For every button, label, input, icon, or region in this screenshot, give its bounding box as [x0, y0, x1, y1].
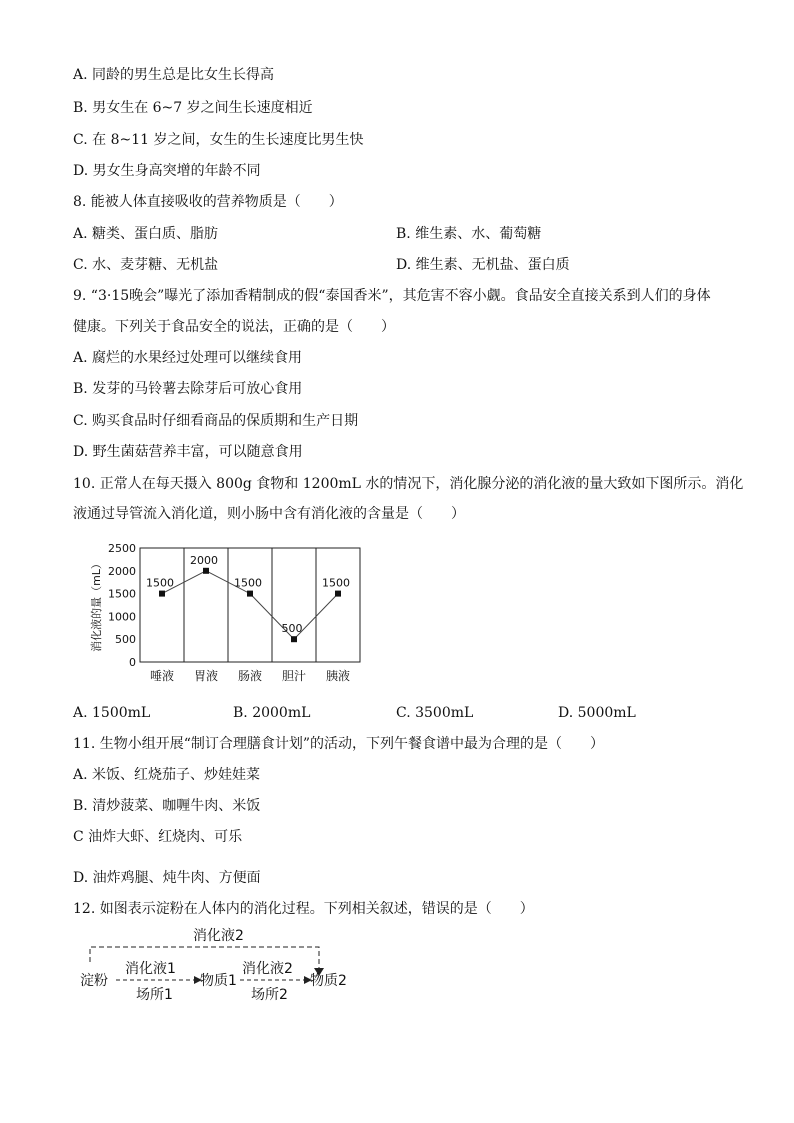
- x-tick-label: 胰液: [325, 669, 351, 683]
- chart-y-axis-label: [89, 558, 103, 652]
- q10-stem-line1: 10. 正常人在每天摄入 800g 食物和 1200mL 水的情况下，消化腺分泌的消化液的量大致如下图所示。消化: [73, 476, 744, 492]
- q11-option-c: C 油炸大虾、红烧肉、可乐: [73, 829, 243, 845]
- starch-digestion-diagram: [76, 920, 376, 1010]
- x-tick-label: 肠液: [237, 669, 263, 683]
- diagram-mid: 物质1: [200, 973, 237, 989]
- data-label: 500: [281, 622, 303, 636]
- diagram-start: 淀粉: [80, 973, 108, 989]
- q12-stem: 12. 如图表示淀粉在人体内的消化过程。下列相关叙述，错误的是（ ）: [73, 901, 534, 917]
- q7-option-d: D. 男女生身高突增的年龄不同: [73, 163, 261, 179]
- data-label: 2000: [190, 553, 218, 567]
- x-tick-label: 胃液: [193, 669, 219, 683]
- data-point: [247, 591, 253, 597]
- digestive-juice-chart: [84, 540, 374, 690]
- q10-option-b: B. 2000mL: [233, 705, 311, 721]
- q11-option-d: D. 油炸鸡腿、炖牛肉、方便面: [73, 870, 261, 886]
- q11-stem: 11. 生物小组开展“制订合理膳食计划”的活动，下列午餐食谱中最为合理的是（ ）: [73, 736, 605, 752]
- y-tick-label: 0: [129, 656, 136, 669]
- q9-option-d: D. 野生菌菇营养丰富，可以随意食用: [73, 444, 303, 460]
- diagram-enzyme1: 消化液1: [125, 961, 176, 977]
- q9-option-b: B. 发芽的马铃薯去除芽后可放心食用: [73, 381, 303, 397]
- q8-option-d: D. 维生素、无机盐、蛋白质: [396, 257, 570, 273]
- data-label: 1500: [234, 576, 262, 590]
- diagram-site1: 场所1: [136, 987, 173, 1003]
- q11-option-b: B. 清炒菠菜、咖喱牛肉、米饭: [73, 798, 261, 814]
- data-point: [159, 591, 165, 597]
- q8-option-a: A. 糖类、蛋白质、脂肪: [73, 226, 219, 242]
- q9-option-a: A. 腐烂的水果经过处理可以继续食用: [73, 350, 303, 366]
- data-point: [203, 568, 209, 574]
- data-point: [291, 636, 297, 642]
- chart-y-ticks: [108, 542, 136, 669]
- q9-option-c: C. 购买食品时仔细看商品的保质期和生产日期: [73, 413, 359, 429]
- q11-option-a: A. 米饭、红烧茄子、炒娃娃菜: [73, 767, 261, 783]
- svg-text:消化液的量（mL）: 消化液的量（mL）: [90, 558, 103, 652]
- q9-stem-line1: 9. “3·15晚会”曝光了添加香精制成的假“泰国香米”，其危害不容小觑。食品安全直接关系到人们的身体: [73, 288, 711, 304]
- chart-series: [146, 554, 350, 642]
- chart-x-ticks: [150, 668, 350, 683]
- y-tick-label: 2000: [108, 564, 136, 578]
- y-tick-label: 1000: [108, 610, 136, 624]
- data-label: 1500: [322, 576, 350, 590]
- q10-option-d: D. 5000mL: [558, 705, 636, 721]
- diagram-site2: 场所2: [251, 987, 288, 1003]
- x-tick-label: 胆汁: [281, 669, 307, 683]
- data-point: [335, 591, 341, 597]
- q8-option-c: C. 水、麦芽糖、无机盐: [73, 257, 219, 273]
- y-tick-label: 500: [115, 633, 136, 647]
- q7-option-a: A. 同龄的男生总是比女生长得高: [73, 67, 275, 83]
- diagram-top-label: 消化液2: [193, 928, 244, 944]
- data-label: 1500: [146, 576, 174, 590]
- diagram-enzyme2: 消化液2: [242, 961, 293, 977]
- q7-option-b: B. 男女生在 6~7 岁之间生长速度相近: [73, 100, 313, 116]
- y-tick-label: 1500: [108, 587, 136, 601]
- x-tick-label: 唾液: [149, 669, 175, 683]
- q10-option-c: C. 3500mL: [396, 705, 474, 721]
- y-tick-label: 2500: [108, 542, 136, 555]
- q10-option-a: A. 1500mL: [73, 705, 151, 721]
- q9-stem-line2: 健康。下列关于食品安全的说法，正确的是（ ）: [73, 319, 395, 335]
- q8-stem: 8. 能被人体直接吸收的营养物质是（ ）: [73, 194, 343, 210]
- diagram-end: 物质2: [310, 973, 347, 989]
- q10-stem-line2: 液通过导管流入消化道，则小肠中含有消化液的含量是（ ）: [73, 506, 465, 522]
- q8-option-b: B. 维生素、水、葡萄糖: [396, 226, 542, 242]
- q7-option-c: C. 在 8~11 岁之间，女生的生长速度比男生快: [73, 132, 364, 148]
